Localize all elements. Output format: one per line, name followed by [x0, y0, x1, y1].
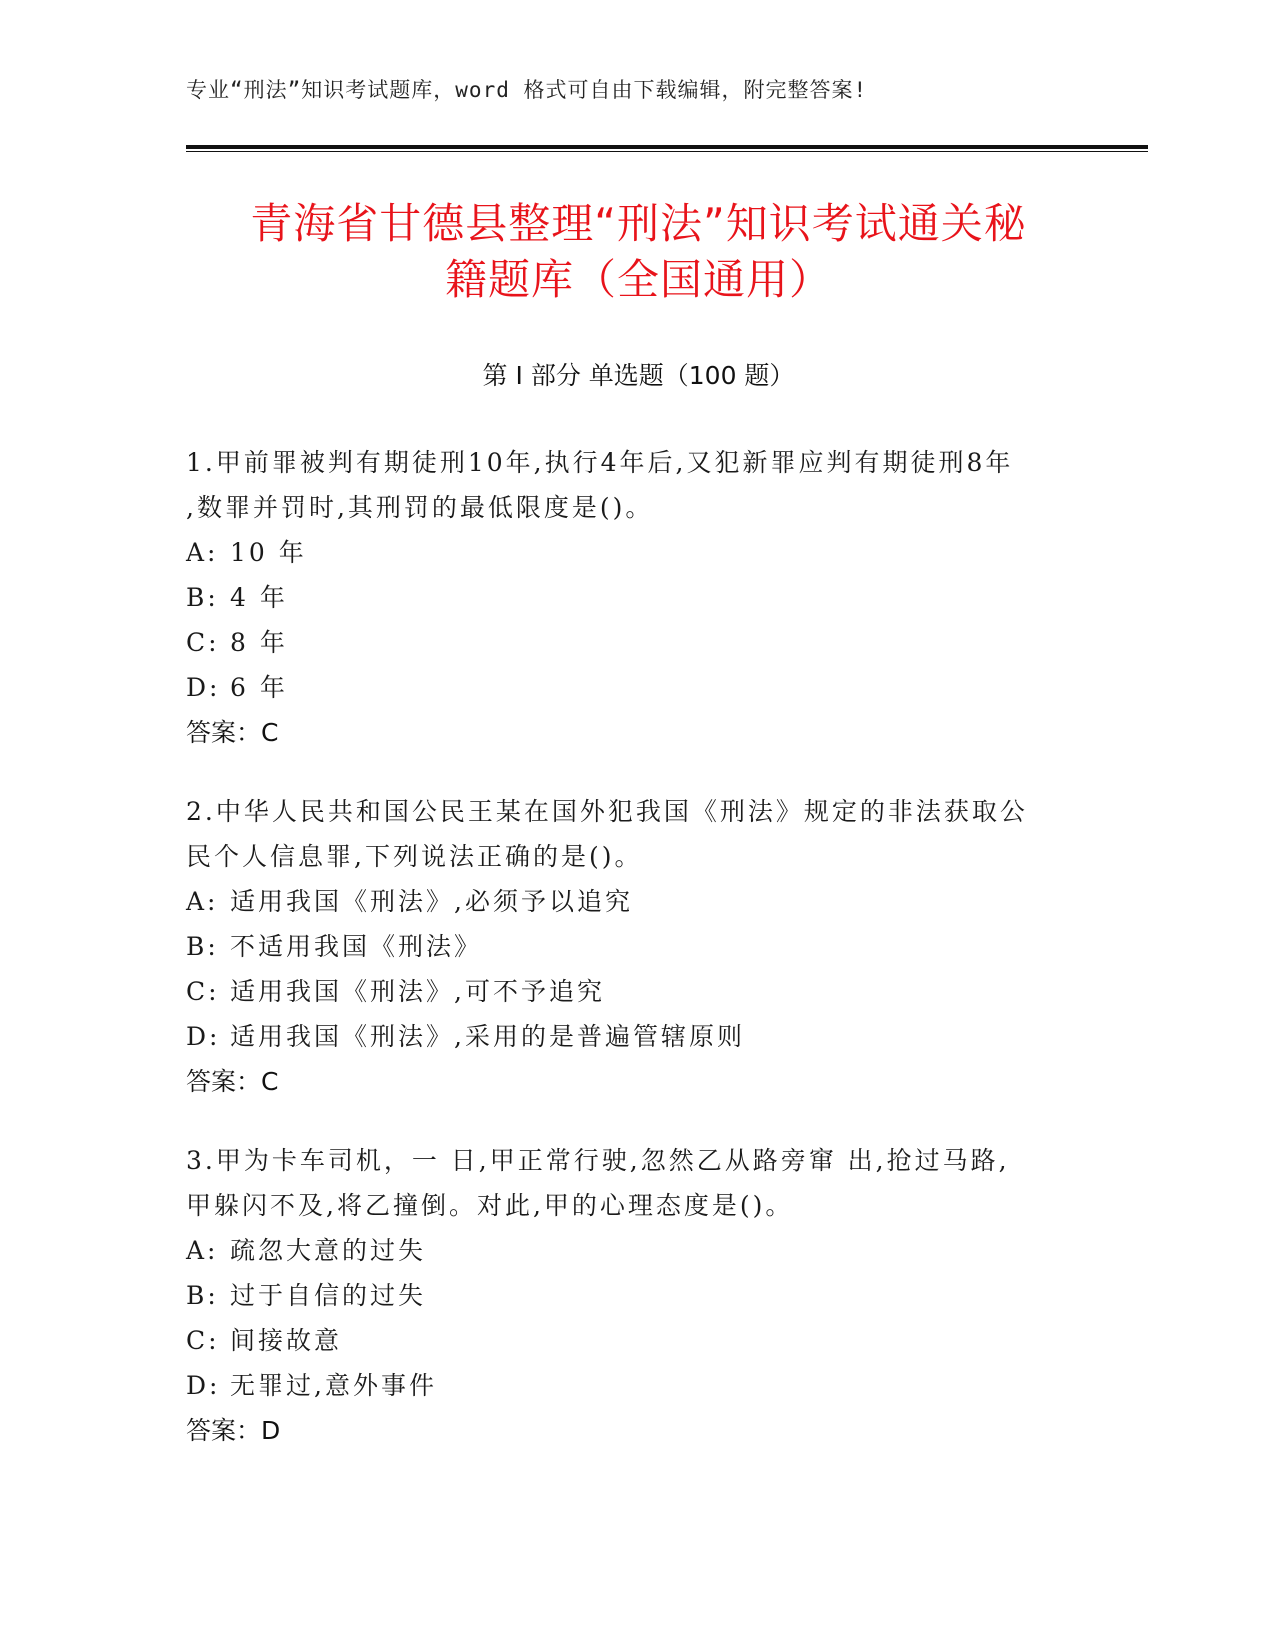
option-a [186, 1228, 1066, 1273]
question-list [186, 440, 1066, 1487]
option-text: 适用我国《刑法》,必须予以追究 [230, 887, 633, 916]
option-letter: B: [186, 1281, 219, 1310]
option-letter: D: [186, 1371, 221, 1400]
question-3 [186, 1138, 1066, 1453]
option-text: 疏忽大意的过失 [230, 1236, 427, 1265]
option-text: 4 年 [230, 583, 288, 612]
question-stem-line: ,数罪并罚时,其刑罚的最低限度是()。 [186, 493, 654, 522]
option-text: 间接故意 [230, 1326, 343, 1355]
option-a [186, 879, 1066, 924]
question-1 [186, 440, 1066, 755]
question-stem-line: 甲躲闪不及,将乙撞倒。对此,甲的心理态度是()。 [186, 1191, 794, 1220]
option-b [186, 575, 1066, 620]
question-stem [186, 1138, 1066, 1228]
header-rule-thin [186, 151, 1148, 152]
option-text: 过于自信的过失 [230, 1281, 427, 1310]
option-c [186, 1318, 1066, 1363]
answer: 答案：C [186, 718, 279, 747]
option-a [186, 530, 1066, 575]
option-letter: A: [186, 1236, 219, 1265]
option-text: 适用我国《刑法》,采用的是普遍管辖原则 [230, 1022, 745, 1051]
option-letter: C: [186, 977, 220, 1006]
option-b [186, 1273, 1066, 1318]
option-b [186, 924, 1066, 969]
option-d [186, 665, 1066, 710]
title-line-1: 青海省甘德县整理“刑法”知识考试通关秘 [250, 199, 1027, 248]
question-stem-line: 2.中华人民共和国公民王某在国外犯我国《刑法》规定的非法获取公 [186, 797, 1028, 826]
option-text: 6 年 [230, 673, 288, 702]
option-text: 适用我国《刑法》,可不予追究 [230, 977, 605, 1006]
option-letter: D: [186, 673, 221, 702]
option-letter: A: [186, 538, 219, 567]
title-line-2: 籍题库（全国通用） [444, 255, 832, 304]
option-c [186, 969, 1066, 1014]
option-d [186, 1014, 1066, 1059]
option-text: 不适用我国《刑法》 [230, 932, 483, 961]
document-title [186, 196, 1091, 308]
question-2 [186, 789, 1066, 1104]
question-stem-line: 3.甲为卡车司机，一 日,甲正常行驶,忽然乙从路旁窜 出,抢过马路, [186, 1146, 1010, 1175]
option-d [186, 1363, 1066, 1408]
answer: 答案：C [186, 1067, 279, 1096]
question-stem-line: 1.甲前罪被判有期徒刑10年,执行4年后,又犯新罪应判有期徒刑8年 [186, 448, 1014, 477]
question-stem [186, 440, 1066, 530]
header-note: 专业“刑法”知识考试题库，word 格式可自由下载编辑，附完整答案! [186, 78, 868, 102]
question-stem [186, 789, 1066, 879]
option-letter: B: [186, 932, 219, 961]
option-letter: C: [186, 1326, 220, 1355]
option-letter: D: [186, 1022, 221, 1051]
option-letter: A: [186, 887, 219, 916]
option-text: 无罪过,意外事件 [230, 1371, 437, 1400]
answer: 答案：D [186, 1416, 281, 1445]
header-rule-thick [186, 145, 1148, 149]
question-stem-line: 民个人信息罪,下列说法正确的是()。 [186, 842, 643, 871]
option-text: 10 年 [230, 538, 307, 567]
section-heading: 第 I 部分 单选题（100 题） [482, 361, 795, 390]
option-c [186, 620, 1066, 665]
option-letter: C: [186, 628, 220, 657]
option-letter: B: [186, 583, 219, 612]
option-text: 8 年 [230, 628, 288, 657]
